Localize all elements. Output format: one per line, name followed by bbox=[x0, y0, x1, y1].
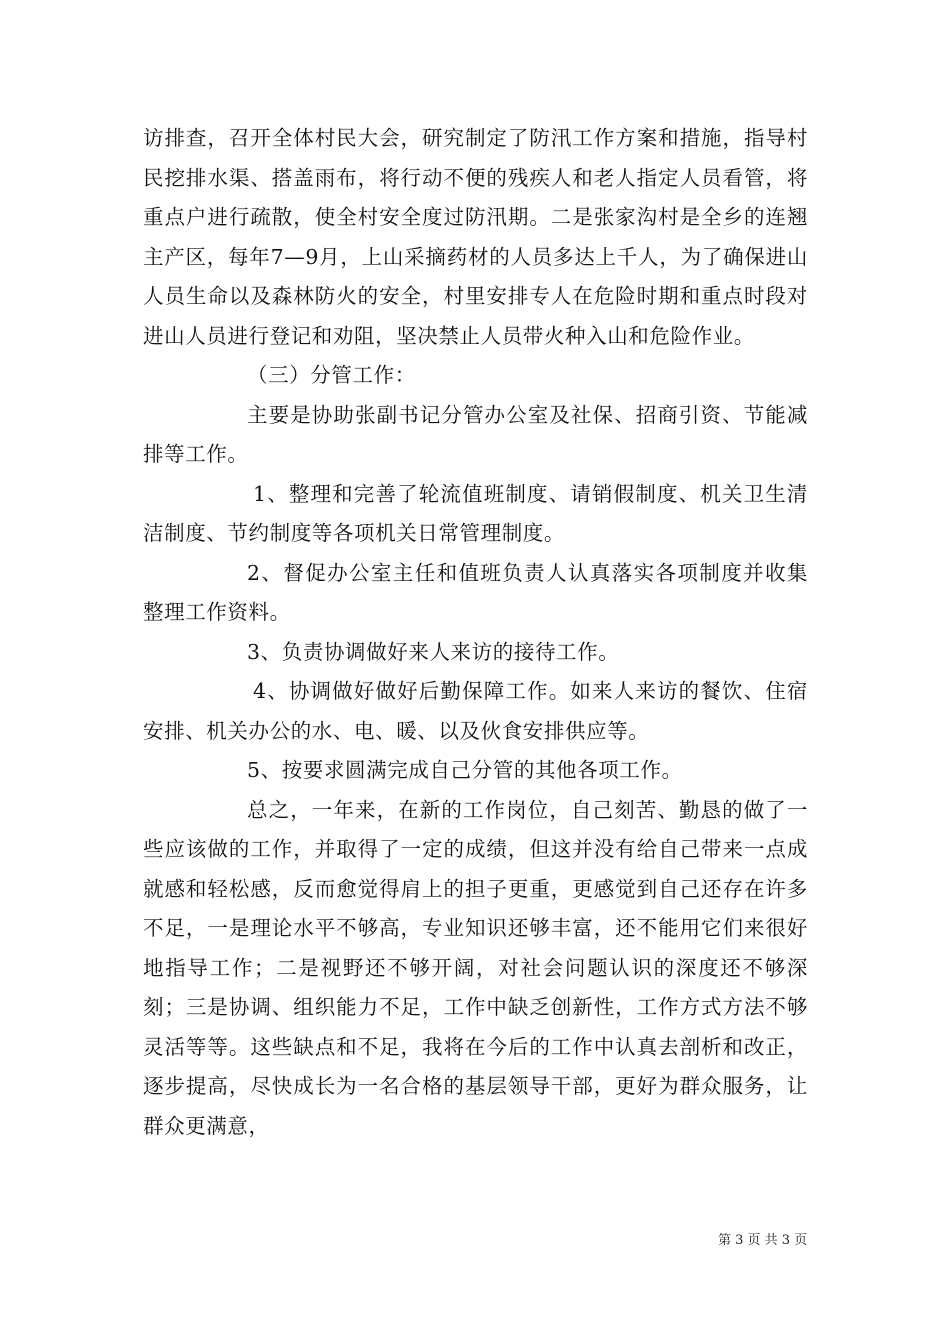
paragraph-duties: 主要是协助张副书记分管办公室及社保、招商引资、节能减排等工作。 bbox=[143, 402, 808, 466]
list-item-2: 2、督促办公室主任和值班负责人认真落实各项制度并收集整理工作资料。 bbox=[143, 560, 808, 624]
list-item-1: 1、整理和完善了轮流值班制度、请销假制度、机关卫生清洁制度、节约制度等各项机关日常管理制度。 bbox=[143, 481, 808, 545]
list-item-3: 3、负责协调做好来人来访的接待工作。 bbox=[247, 639, 620, 664]
document-body bbox=[143, 119, 808, 1146]
paragraph-continuation: 访排查，召开全体村民大会，研究制定了防汛工作方案和措施，指导村民挖排水渠、搭盖雨布，将行动不便的残疾人和老人指定人员看管，将重点户进行疏散，使全村安全度过防汛期。二是张家沟村是全乡的连翘主产区，每年7—9月，上山采摘药材的人员多达上千人，为了确保进山人员生命以及森林防火的安全，村里安排专人在危险时期和重点时段对进山人员进行登记和劝阻，坚决禁止人员带火种入山和危险作业。 bbox=[143, 126, 808, 348]
page-number: 第 3 页 共 3 页 bbox=[718, 1233, 808, 1248]
paragraph-summary: 总之，一年来，在新的工作岗位，自己刻苦、勤恳的做了一些应该做的工作，并取得了一定的成绩，但这并没有给自己带来一点成就感和轻松感，反而愈觉得肩上的担子更重，更感觉到自己还存在许多不足，一是理论水平不够高，专业知识还够丰富，还不能用它们来很好地指导工作；二是视野还不够开阔，对社会问题认识的深度还不够深刻；三是协调、组织能力不足，工作中缺乏创新性，工作方式方法不够灵活等等。这些缺点和不足，我将在今后的工作中认真去剖析和改正，逐步提高，尽快成长为一名合格的基层领导干部，更好为群众服务，让群众更满意， bbox=[143, 797, 808, 1138]
section-heading: （三）分管工作： bbox=[247, 363, 416, 387]
list-item-5: 5、按要求圆满完成自己分管的其他各项工作。 bbox=[247, 758, 683, 782]
list-item-4: 4、协调做好做好后勤保障工作。如来人来访的餐饮、住宿安排、机关办公的水、电、暖、以及伙食安排供应等。 bbox=[143, 679, 808, 743]
